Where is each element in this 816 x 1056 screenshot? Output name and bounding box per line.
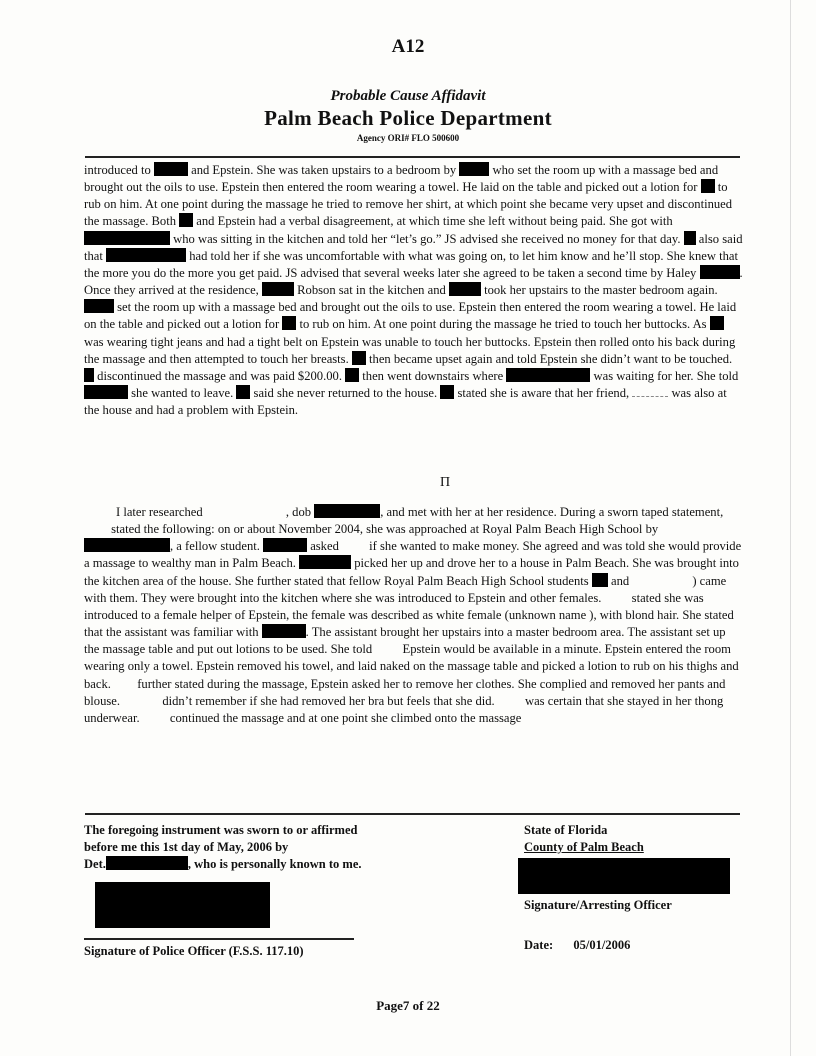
redaction-bar [262,282,294,296]
text-segment: Epstein would be available in a minute. Epstein entered the room wearing only a towel. Epstein removed his towel, and laid naked on the massage table and picked a lotion to rub on his thighs and back. [84,642,739,691]
sworn-line-1: The foregoing instrument was sworn to or affirmed [84,823,358,837]
redaction-bar [684,231,696,245]
redaction-bar [106,856,188,870]
text-segment: stated the following: on or about November 2004, she was approached at Royal Palm Beach High School by [108,522,659,537]
text-segment: set the room up with a massage bed and brought out the oils to use. Epstein then entered the room wearing a towel. He laid on the table and picked out a lotion for [84,300,737,332]
handwritten-mark: Π [440,475,451,490]
narrative-paragraph-2 [84,504,744,727]
redaction-bar [710,316,724,330]
date-field [524,937,630,954]
text-segment: she wanted to leave. [128,386,237,401]
text-segment: to rub on him. At one point during the massage he tried to remove her shirt, at which point she became very upset and discontinued the massage. Both [84,180,733,229]
affidavit-title: Probable Cause Affidavit [330,88,486,104]
text-segment: was waiting for her. She told [590,368,739,383]
text-segment: said she never returned to the house. [250,386,441,401]
county-label: County of Palm Beach [524,840,644,854]
text-segment: introduced to [84,163,154,177]
officer-signature-label: Signature/Arresting Officer [524,898,672,912]
text-segment: further stated during the massage, Epstein asked her to remove her clothes. She complied and removed her pants and blouse. [84,676,726,708]
redacted-officer-signature [518,858,730,894]
text-segment: continued the massage and at one point she climbed onto the massage [166,710,522,725]
agency-ori: Agency ORI# FLO 500600 [356,133,460,143]
state-label: State of Florida [524,823,608,837]
text-segment: and [607,573,633,588]
redaction-bar [506,368,590,382]
department-name: Palm Beach Police Department [264,106,552,130]
redacted-name-blank [632,396,668,397]
redaction-bar [154,162,188,176]
redaction-bar [262,624,306,638]
text-segment: stated she is aware that her friend, [454,386,633,401]
text-segment: had told her if she was uncomfortable with what was going on, to let him know and he’ll stop. She knew that the more you do the more you get paid. JS advised that several weeks later she agreed to be taken a second time by Haley [84,248,738,280]
det-prefix: Det. [84,857,106,871]
date-label: Date: [524,938,554,952]
detective-line [84,856,444,873]
text-segment: who was sitting in the kitchen and told her “let’s go.” JS advised she received no money for that day. [170,231,684,246]
redaction-bar [236,385,250,399]
redaction-bar [84,368,94,382]
redaction-bar [179,213,193,227]
narrative-paragraph-1 [84,162,744,419]
header-rule [85,156,740,158]
text-segment: stated she was introduced to a female helper of Epstein, the female was described as white female (unknown name ), with blond hair. She stated that the assistant was familiar with [84,590,734,640]
redaction-bar [459,162,489,176]
redaction-bar [314,504,380,518]
text-segment: Robson sat in the kitchen and [293,283,449,298]
redacted-signature-block [95,882,270,928]
text-segment: picked her up and drove her to a house in Palm Beach. She was brought into the kitchen area of the house. She further stated that fellow Royal Palm Beach High School students [84,556,739,588]
redaction-bar [263,538,307,552]
redaction-bar [106,248,186,262]
date-value: 05/01/2006 [573,938,631,952]
redaction-bar [700,265,740,279]
text-segment: discontinued the massage and was paid $200.00. [94,368,346,383]
footer-rule [85,813,740,815]
text-segment: took her upstairs to the master bedroom again. [480,283,718,298]
det-suffix: , who is personally known to me. [187,857,362,871]
page-number: Page7 of 22 [376,998,440,1013]
redaction-bar [84,385,128,399]
page-edge-line [790,0,791,1056]
text-segment: if she wanted to make money. She agreed and was told she would provide a massage to wealthy man in Palm Beach. [84,539,742,571]
state-county-block [524,822,724,856]
police-signature-label: Signature of Police Officer (F.S.S. 117.10) [84,944,304,958]
text-segment: asked [307,539,343,554]
redaction-bar [84,538,170,552]
redaction-bar [282,316,296,330]
redaction-bar [449,282,481,296]
sworn-line-2: before me this 1st day of May, 2006 by [84,840,289,854]
redaction-bar [299,555,351,569]
redaction-bar [345,368,359,382]
text-segment: then went downstairs where [359,368,507,383]
text-segment: , and met with her at her residence. During a sworn taped statement, [380,505,724,519]
redaction-bar [701,179,715,193]
text-segment: then became upset again and told Epstein she didn’t want to be touched. [365,351,733,366]
signature-line [84,938,354,940]
text-segment: , a fellow student. [170,539,264,554]
text-segment: I later researched [116,505,206,519]
text-segment: was wearing tight jeans and had a tight belt on Epstein was unable to touch her buttocks. Epstein then rolled onto his back during the massage and then attempted to touch her breasts. [84,334,736,366]
text-segment: was certain that she stayed in her thong underwear. [84,693,724,725]
text-segment: , dob [285,505,315,519]
redaction-bar [592,573,608,587]
redaction-bar [352,351,366,365]
text-segment: didn’t remember if she had removed her bra but feels that she did. [159,693,498,708]
text-segment: was also at the house and had a problem with Epstein. [84,386,727,418]
text-segment: and Epstein. She was taken upstairs to a bedroom by [187,163,460,177]
text-segment: who set the room up with a massage bed and brought out the oils to use. Epstein then entered the room wearing a towel. He laid on the table and picked out a lotion for [84,163,719,195]
text-segment: also said that [84,231,743,263]
text-segment: and Epstein had a verbal disagreement, at which time she left without being paid. She got with [193,214,673,229]
redaction-bar [84,231,170,245]
text-segment: ) came with them. They were brought into the kitchen where she was introduced to Epstein and other females. [84,573,727,605]
redaction-bar [84,299,114,313]
text-segment: . Once they arrived at the residence, [84,265,743,298]
sworn-statement [84,822,444,873]
text-segment: . The assistant brought her upstairs into a master bedroom area. The assistant set up the massage table and put out lotions to be used. She told [84,625,726,657]
redaction-bar [440,385,454,399]
text-segment: to rub on him. At one point during the massage he tried to touch her buttocks. As [296,317,710,332]
page-id: A12 [391,36,425,57]
